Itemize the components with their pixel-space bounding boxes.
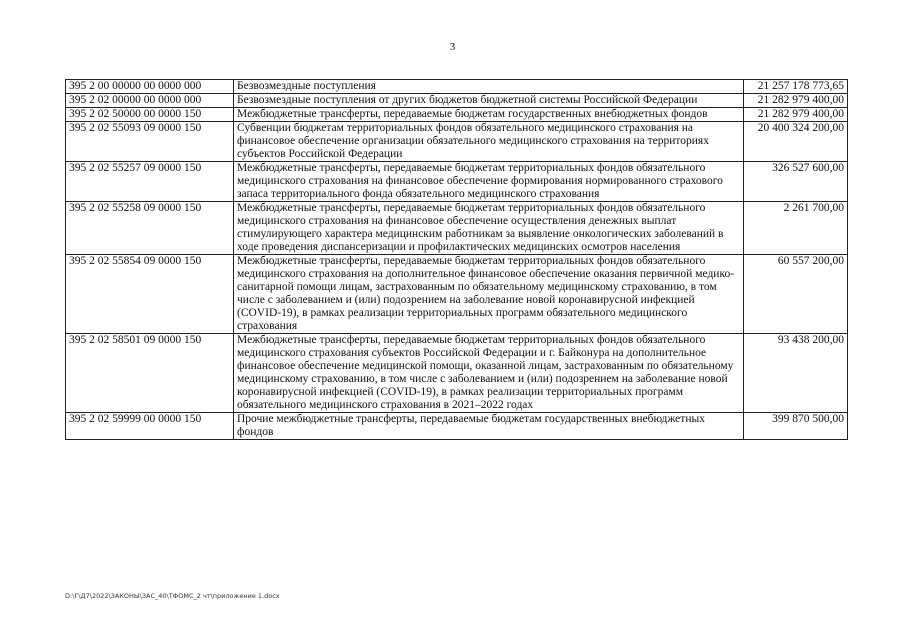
revenue-description: Межбюджетные трансферты, передаваемые бюджетам территориальных фондов обязательного медицинского страхования на финансовое обеспечение формирования нормированного страхового запаса территориального фонда обязательного медицинского страхования <box>234 162 744 202</box>
budget-code: 395 2 02 55854 09 0000 150 <box>66 255 234 334</box>
revenue-description: Межбюджетные трансферты, передаваемые бюджетам территориальных фондов обязательного медицинского страхования субъектов Российской Федерации и г. Байконура на дополнительное финансовое обеспечение медицинской помощи, оказанной лицам, застрахованным по обязательному медицинскому страхованию, в том числе с заболеванием и (или) подозрением на заболевание новой коронавирусной инфекцией (COVID-19), в рамках реализации территориальных программ обязательного медицинского страхования в 2021–2022 годах <box>234 334 744 413</box>
revenue-description: Субвенции бюджетам территориальных фондов обязательного медицинского страхования на финансовое обеспечение организации обязательного медицинского страхования на территориях субъектов Российской Федерации <box>234 122 744 162</box>
table-row <box>66 162 848 202</box>
budget-code: 395 2 00 00000 00 0000 000 <box>66 80 234 94</box>
revenue-amount: 21 257 178 773,65 <box>744 80 848 94</box>
budget-code: 395 2 02 59999 00 0000 150 <box>66 413 234 440</box>
budget-code: 395 2 02 00000 00 0000 000 <box>66 94 234 108</box>
footer-file-path: D:\Г\Д7\2022\ЗАКОНЫ\ЗАС_40\ТФОМС_2 чт\приложение 1.docx <box>65 592 280 600</box>
revenue-amount: 21 282 979 400,00 <box>744 94 848 108</box>
revenue-amount: 21 282 979 400,00 <box>744 108 848 122</box>
revenue-amount: 60 557 200,00 <box>744 255 848 334</box>
revenue-amount: 20 400 324 200,00 <box>744 122 848 162</box>
budget-code: 395 2 02 55258 09 0000 150 <box>66 202 234 255</box>
table-row <box>66 108 848 122</box>
revenue-amount: 93 438 200,00 <box>744 334 848 413</box>
table-row <box>66 80 848 94</box>
table-row <box>66 255 848 334</box>
revenue-amount: 326 527 600,00 <box>744 162 848 202</box>
revenue-description: Межбюджетные трансферты, передаваемые бюджетам территориальных фондов обязательного медицинского страхования на дополнительное финансовое обеспечение оказания первичной медико-санитарной помощи лицам, застрахованным по обязательному медицинскому страхованию, в том числе с заболеванием и (или) подозрением на заболевание новой коронавирусной инфекцией (COVID-19), в рамках реализации территориальных программ обязательного медицинского страхования <box>234 255 744 334</box>
table-row <box>66 334 848 413</box>
table-row <box>66 413 848 440</box>
revenue-amount: 2 261 700,00 <box>744 202 848 255</box>
table-row <box>66 202 848 255</box>
page-number: 3 <box>449 41 456 53</box>
table-row <box>66 122 848 162</box>
budget-code: 395 2 02 50000 00 0000 150 <box>66 108 234 122</box>
revenue-description: Безвозмездные поступления <box>234 80 744 94</box>
revenue-description: Межбюджетные трансферты, передаваемые бюджетам территориальных фондов обязательного медицинского страхования на финансовое обеспечение осуществления денежных выплат стимулирующего характера медицинским работникам за выявление онкологических заболеваний в ходе проведения диспансеризации и профилактических медицинских осмотров населения <box>234 202 744 255</box>
revenue-description: Безвозмездные поступления от других бюджетов бюджетной системы Российской Федерации <box>234 94 744 108</box>
revenue-description: Межбюджетные трансферты, передаваемые бюджетам государственных внебюджетных фондов <box>234 108 744 122</box>
table-row <box>66 94 848 108</box>
budget-code: 395 2 02 55093 09 0000 150 <box>66 122 234 162</box>
revenue-description: Прочие межбюджетные трансферты, передаваемые бюджетам государственных внебюджетных фондов <box>234 413 744 440</box>
budget-code: 395 2 02 58501 09 0000 150 <box>66 334 234 413</box>
revenue-table <box>65 79 848 440</box>
revenue-amount: 399 870 500,00 <box>744 413 848 440</box>
budget-code: 395 2 02 55257 09 0000 150 <box>66 162 234 202</box>
